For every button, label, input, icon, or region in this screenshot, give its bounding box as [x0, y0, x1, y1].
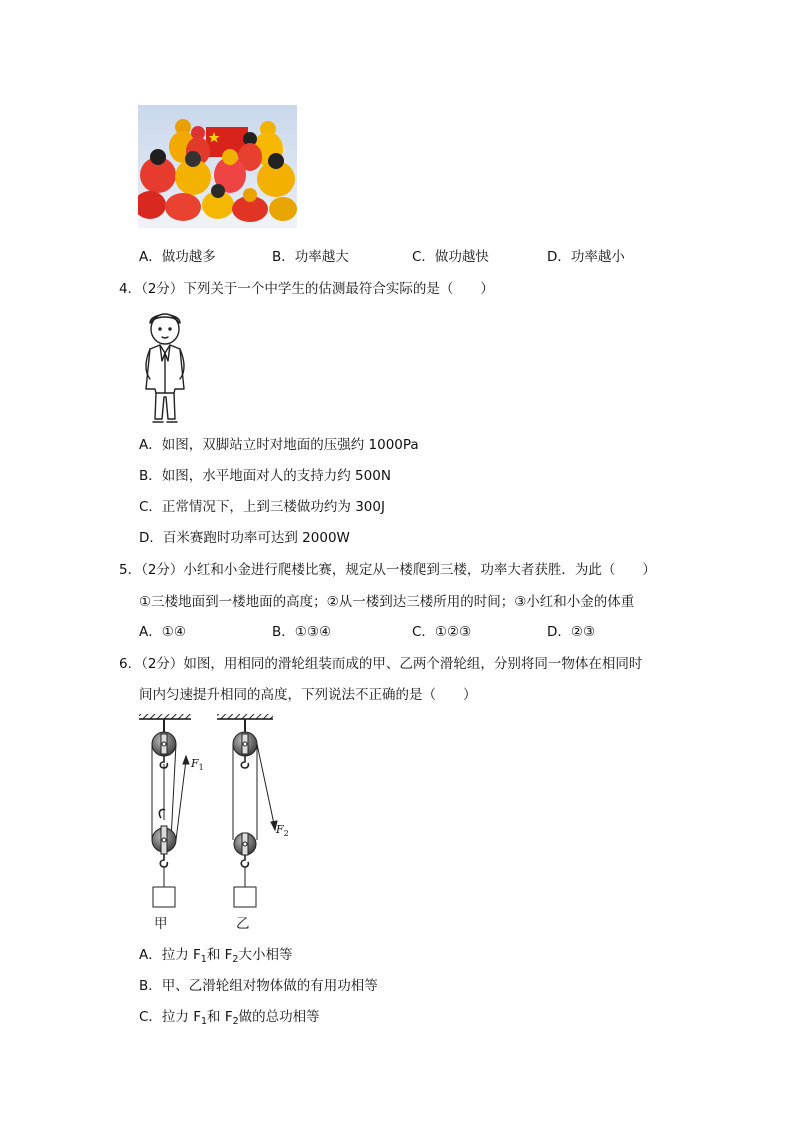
f2-subscript: 2 — [283, 829, 289, 838]
q4-stem: 4．（2分）下列关于一个中学生的估测最符合实际的是（ ） — [119, 281, 494, 297]
q4-option-d: D．百米赛跑时功率可达到 2000W — [139, 530, 350, 546]
q5-stem: 5．（2分）小红和小金进行爬楼比赛，规定从一楼爬到三楼，功率大者获胜．为此（ ） — [119, 562, 656, 578]
q5-option-d: D．②③ — [547, 624, 596, 640]
f1-letter: F — [191, 757, 199, 770]
ceiling-right — [217, 714, 273, 719]
q6-option-a-sub2: 2 — [232, 954, 239, 965]
q6-option-c — [139, 1008, 320, 1031]
q6-stem-line1: 6．（2分）如图，用相同的滑轮组装而成的甲、乙两个滑轮组，分别将同一物体在相同时 — [119, 656, 643, 672]
q4-option-b: B．如图，水平地面对人的支持力约 500N — [139, 468, 391, 484]
q3-option-b: B．功率越大 — [272, 249, 349, 265]
pulley-system-right — [233, 719, 277, 907]
f2-letter: F — [276, 823, 284, 836]
ceiling-left — [139, 714, 191, 719]
q6-option-a-part3: 大小相等 — [238, 947, 293, 963]
pulley-system-left — [152, 719, 189, 907]
q6-option-a-part2: 和 F — [206, 947, 233, 963]
q3-option-c: C．做功越快 — [412, 249, 489, 265]
force-label-f2 — [276, 823, 289, 838]
label-jia: 甲 — [154, 916, 168, 932]
q3-option-d: D．功率越小 — [547, 249, 625, 265]
student-drawing — [140, 309, 190, 425]
q6-option-a — [139, 946, 292, 969]
q4-option-a: A．如图，双脚站立时对地面的压强约 1000Pa — [139, 437, 419, 453]
pulley-diagram — [135, 712, 295, 937]
q5-line2: ①三楼地面到一楼地面的高度；②从一楼到达三楼所用的时间；③小红和小金的体重 — [139, 594, 635, 610]
f1-subscript: 1 — [198, 763, 204, 772]
summit-photo-drawing — [138, 105, 297, 228]
q6-option-c-sub1: 1 — [200, 1016, 208, 1027]
q6-option-c-sub2: 2 — [232, 1016, 239, 1027]
q5-option-a: A．①④ — [139, 624, 186, 640]
student-illustration — [140, 309, 190, 425]
q5-option-b: B．①③④ — [272, 624, 332, 640]
q6-option-c-part1: C．拉力 F — [139, 1009, 201, 1025]
summit-photo — [138, 105, 297, 228]
q6-option-a-part1: A．拉力 F — [139, 947, 201, 963]
q5-option-c: C．①②③ — [412, 624, 472, 640]
q6-option-a-sub1: 1 — [200, 954, 207, 965]
pulley-diagram-drawing — [135, 712, 295, 937]
label-yi: 乙 — [236, 916, 250, 932]
q3-option-a: A．做功越多 — [139, 249, 216, 265]
q6-option-c-part2: 和 F — [207, 1009, 233, 1025]
q6-option-b: B．甲、乙滑轮组对物体做的有用功相等 — [139, 978, 378, 994]
q6-option-c-part3: 做的总功相等 — [238, 1009, 320, 1025]
q6-stem-line2: 间内匀速提升相同的高度，下列说法不正确的是（ ） — [139, 687, 477, 703]
force-label-f1 — [191, 757, 204, 772]
q4-option-c: C．正常情况下，上到三楼做功约为 300J — [139, 499, 385, 515]
